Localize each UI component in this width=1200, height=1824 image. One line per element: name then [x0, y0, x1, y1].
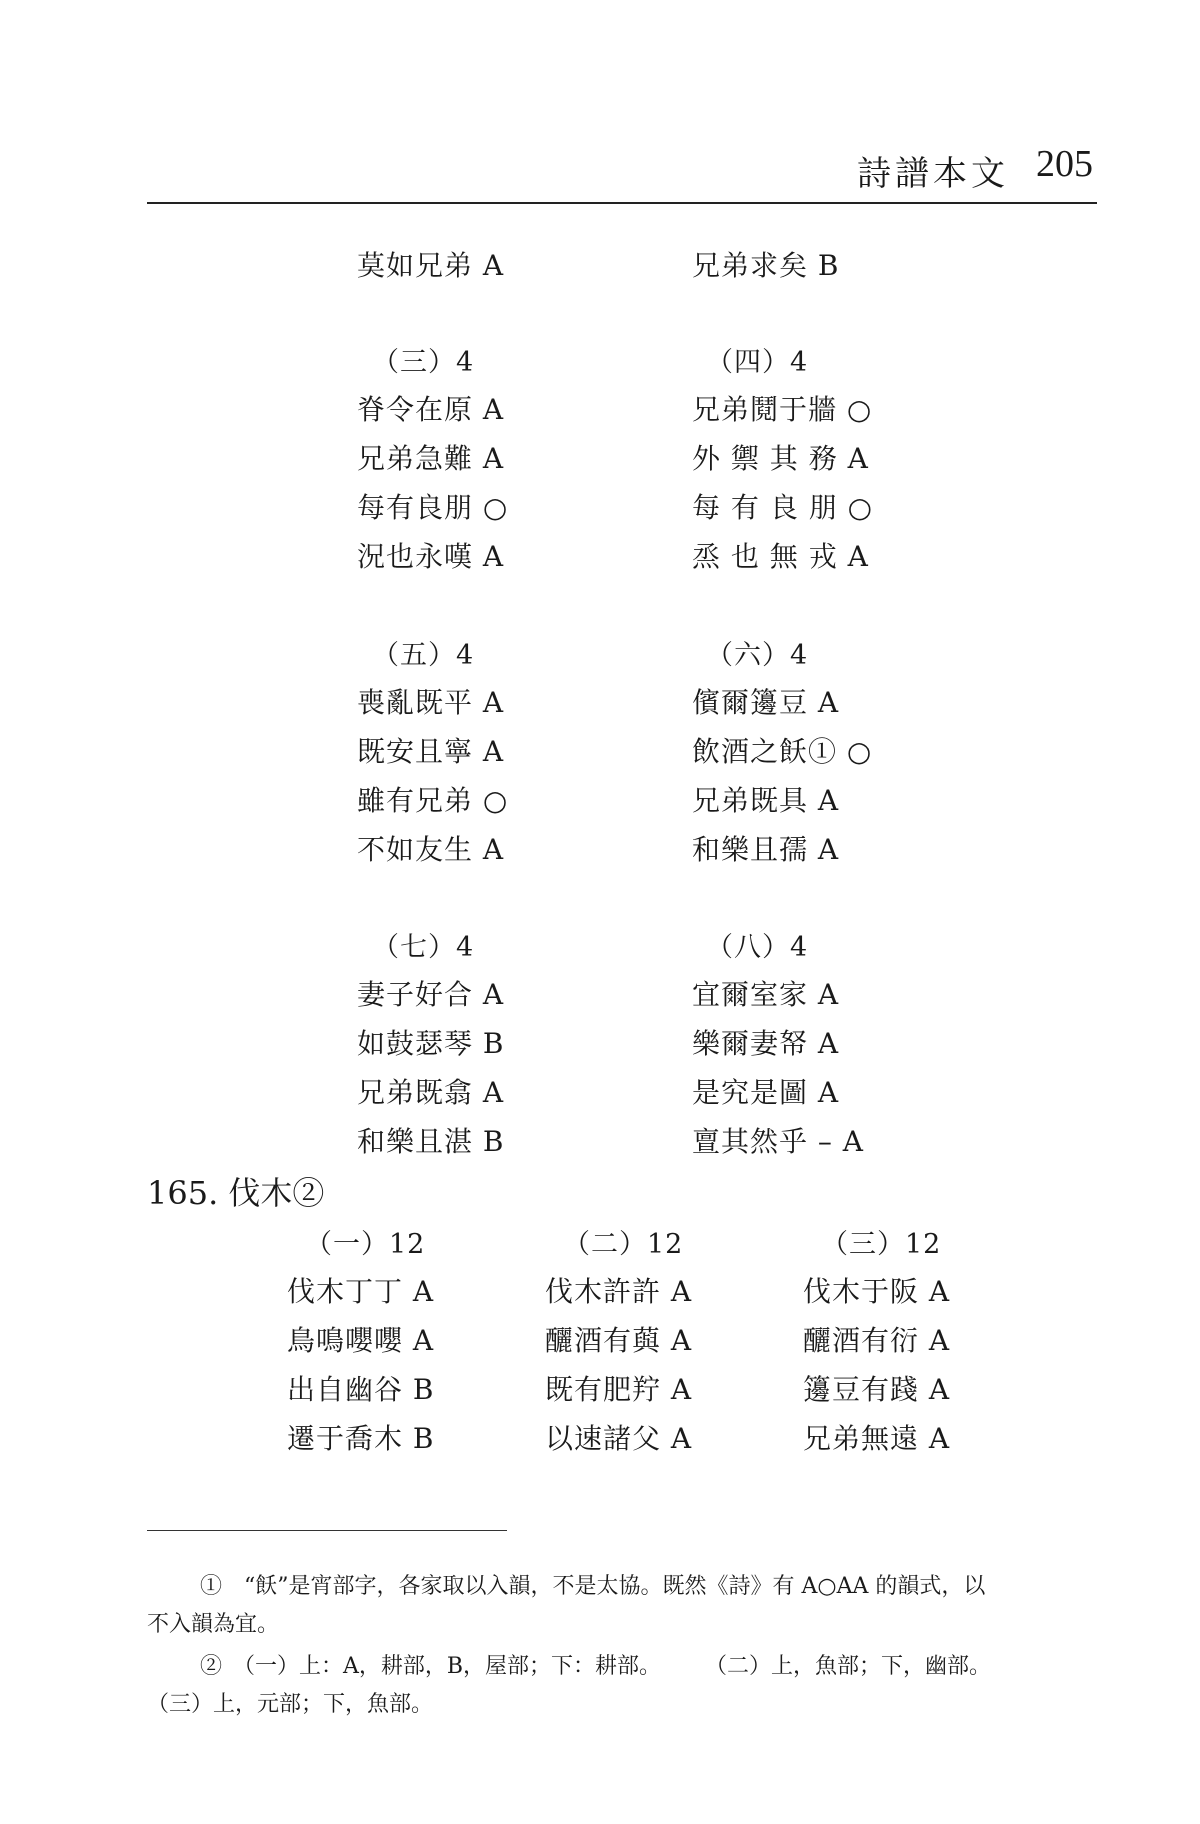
verse-line: 兄弟無遠 A [803, 1422, 951, 1455]
verse-line: 妻子好合 A [357, 978, 505, 1011]
stanza-heading: （七）4 [372, 932, 475, 963]
footnote-2-continued: （三）上，元部；下，魚部。 [147, 1692, 434, 1717]
verse-line: 樂爾妻帑 A [692, 1027, 840, 1060]
section-title: 165. 伐木② [147, 1174, 325, 1212]
verse-line: 喪亂既平 A [357, 686, 505, 719]
verse-line: 和樂且孺 A [692, 833, 840, 866]
verse-line: 儐爾籩豆 A [692, 686, 840, 719]
verse-line: 飲酒之飫① ○ [692, 735, 873, 768]
verse-line: 和樂且湛 B [357, 1125, 505, 1158]
verse-line: 遷于喬木 B [287, 1422, 435, 1455]
top-line-left: 莫如兄弟 A [357, 249, 505, 282]
verse-line: 是究是圖 A [692, 1076, 840, 1109]
verse-line: 既安且寧 A [357, 735, 505, 768]
verse-line: 況也永嘆 A [357, 540, 505, 573]
verse-line: 兄弟鬩于牆 ○ [692, 393, 873, 426]
verse-line: 釃酒有衍 A [803, 1324, 951, 1357]
running-header [147, 140, 1097, 204]
verse-line: 如鼓瑟琴 B [357, 1027, 505, 1060]
verse-line: 釃酒有藇 A [545, 1324, 693, 1357]
top-line-right: 兄弟求矣 B [692, 249, 840, 282]
verse-line: 伐木許許 A [545, 1275, 693, 1308]
stanza-heading: （二）12 [563, 1229, 684, 1260]
verse-line: 烝 也 無 戎 A [692, 540, 869, 573]
stanza-heading: （三）12 [821, 1229, 942, 1260]
verse-line: 以速諸父 A [545, 1422, 693, 1455]
stanza-heading: （四）4 [706, 347, 809, 378]
footnote-1: ① “飫”是宵部字，各家取以入韻，不是太協。既然《詩》有 A○AA 的韻式，以 [200, 1574, 986, 1599]
running-title: 詩譜本文 [857, 154, 1009, 194]
verse-line: 雖有兄弟 ○ [357, 784, 509, 817]
page-number: 205 [1036, 143, 1093, 185]
verse-line: 宜爾室家 A [692, 978, 840, 1011]
verse-line: 兄弟急難 A [357, 442, 505, 475]
verse-line: 既有肥羜 A [545, 1373, 693, 1406]
stanza-heading: （三）4 [372, 347, 475, 378]
footnote-divider [147, 1530, 507, 1531]
verse-line: 脊令在原 A [357, 393, 505, 426]
verse-line: 每 有 良 朋 ○ [692, 491, 874, 524]
stanza-heading: （一）12 [305, 1229, 426, 1260]
stanza-heading: （六）4 [706, 640, 809, 671]
verse-line: 每有良朋 ○ [357, 491, 509, 524]
verse-line: 外 禦 其 務 A [692, 442, 869, 475]
verse-line: 鳥鳴嚶嚶 A [287, 1324, 435, 1357]
verse-line: 亶其然乎 – A [692, 1125, 865, 1158]
verse-line: 兄弟既具 A [692, 784, 840, 817]
verse-line: 不如友生 A [357, 833, 505, 866]
verse-line: 出自幽谷 B [287, 1373, 435, 1406]
verse-line: 籩豆有踐 A [803, 1373, 951, 1406]
verse-line: 伐木丁丁 A [287, 1275, 435, 1308]
verse-line: 兄弟既翕 A [357, 1076, 505, 1109]
footnote-1-continued: 不入韻為宜。 [147, 1612, 280, 1637]
stanza-heading: （八）4 [706, 932, 809, 963]
stanza-heading: （五）4 [372, 640, 475, 671]
verse-line: 伐木于阪 A [803, 1275, 951, 1308]
footnote-2: ② （一）上：A，耕部，B，屋部；下：耕部。 （二）上，魚部；下，幽部。 [200, 1654, 992, 1679]
